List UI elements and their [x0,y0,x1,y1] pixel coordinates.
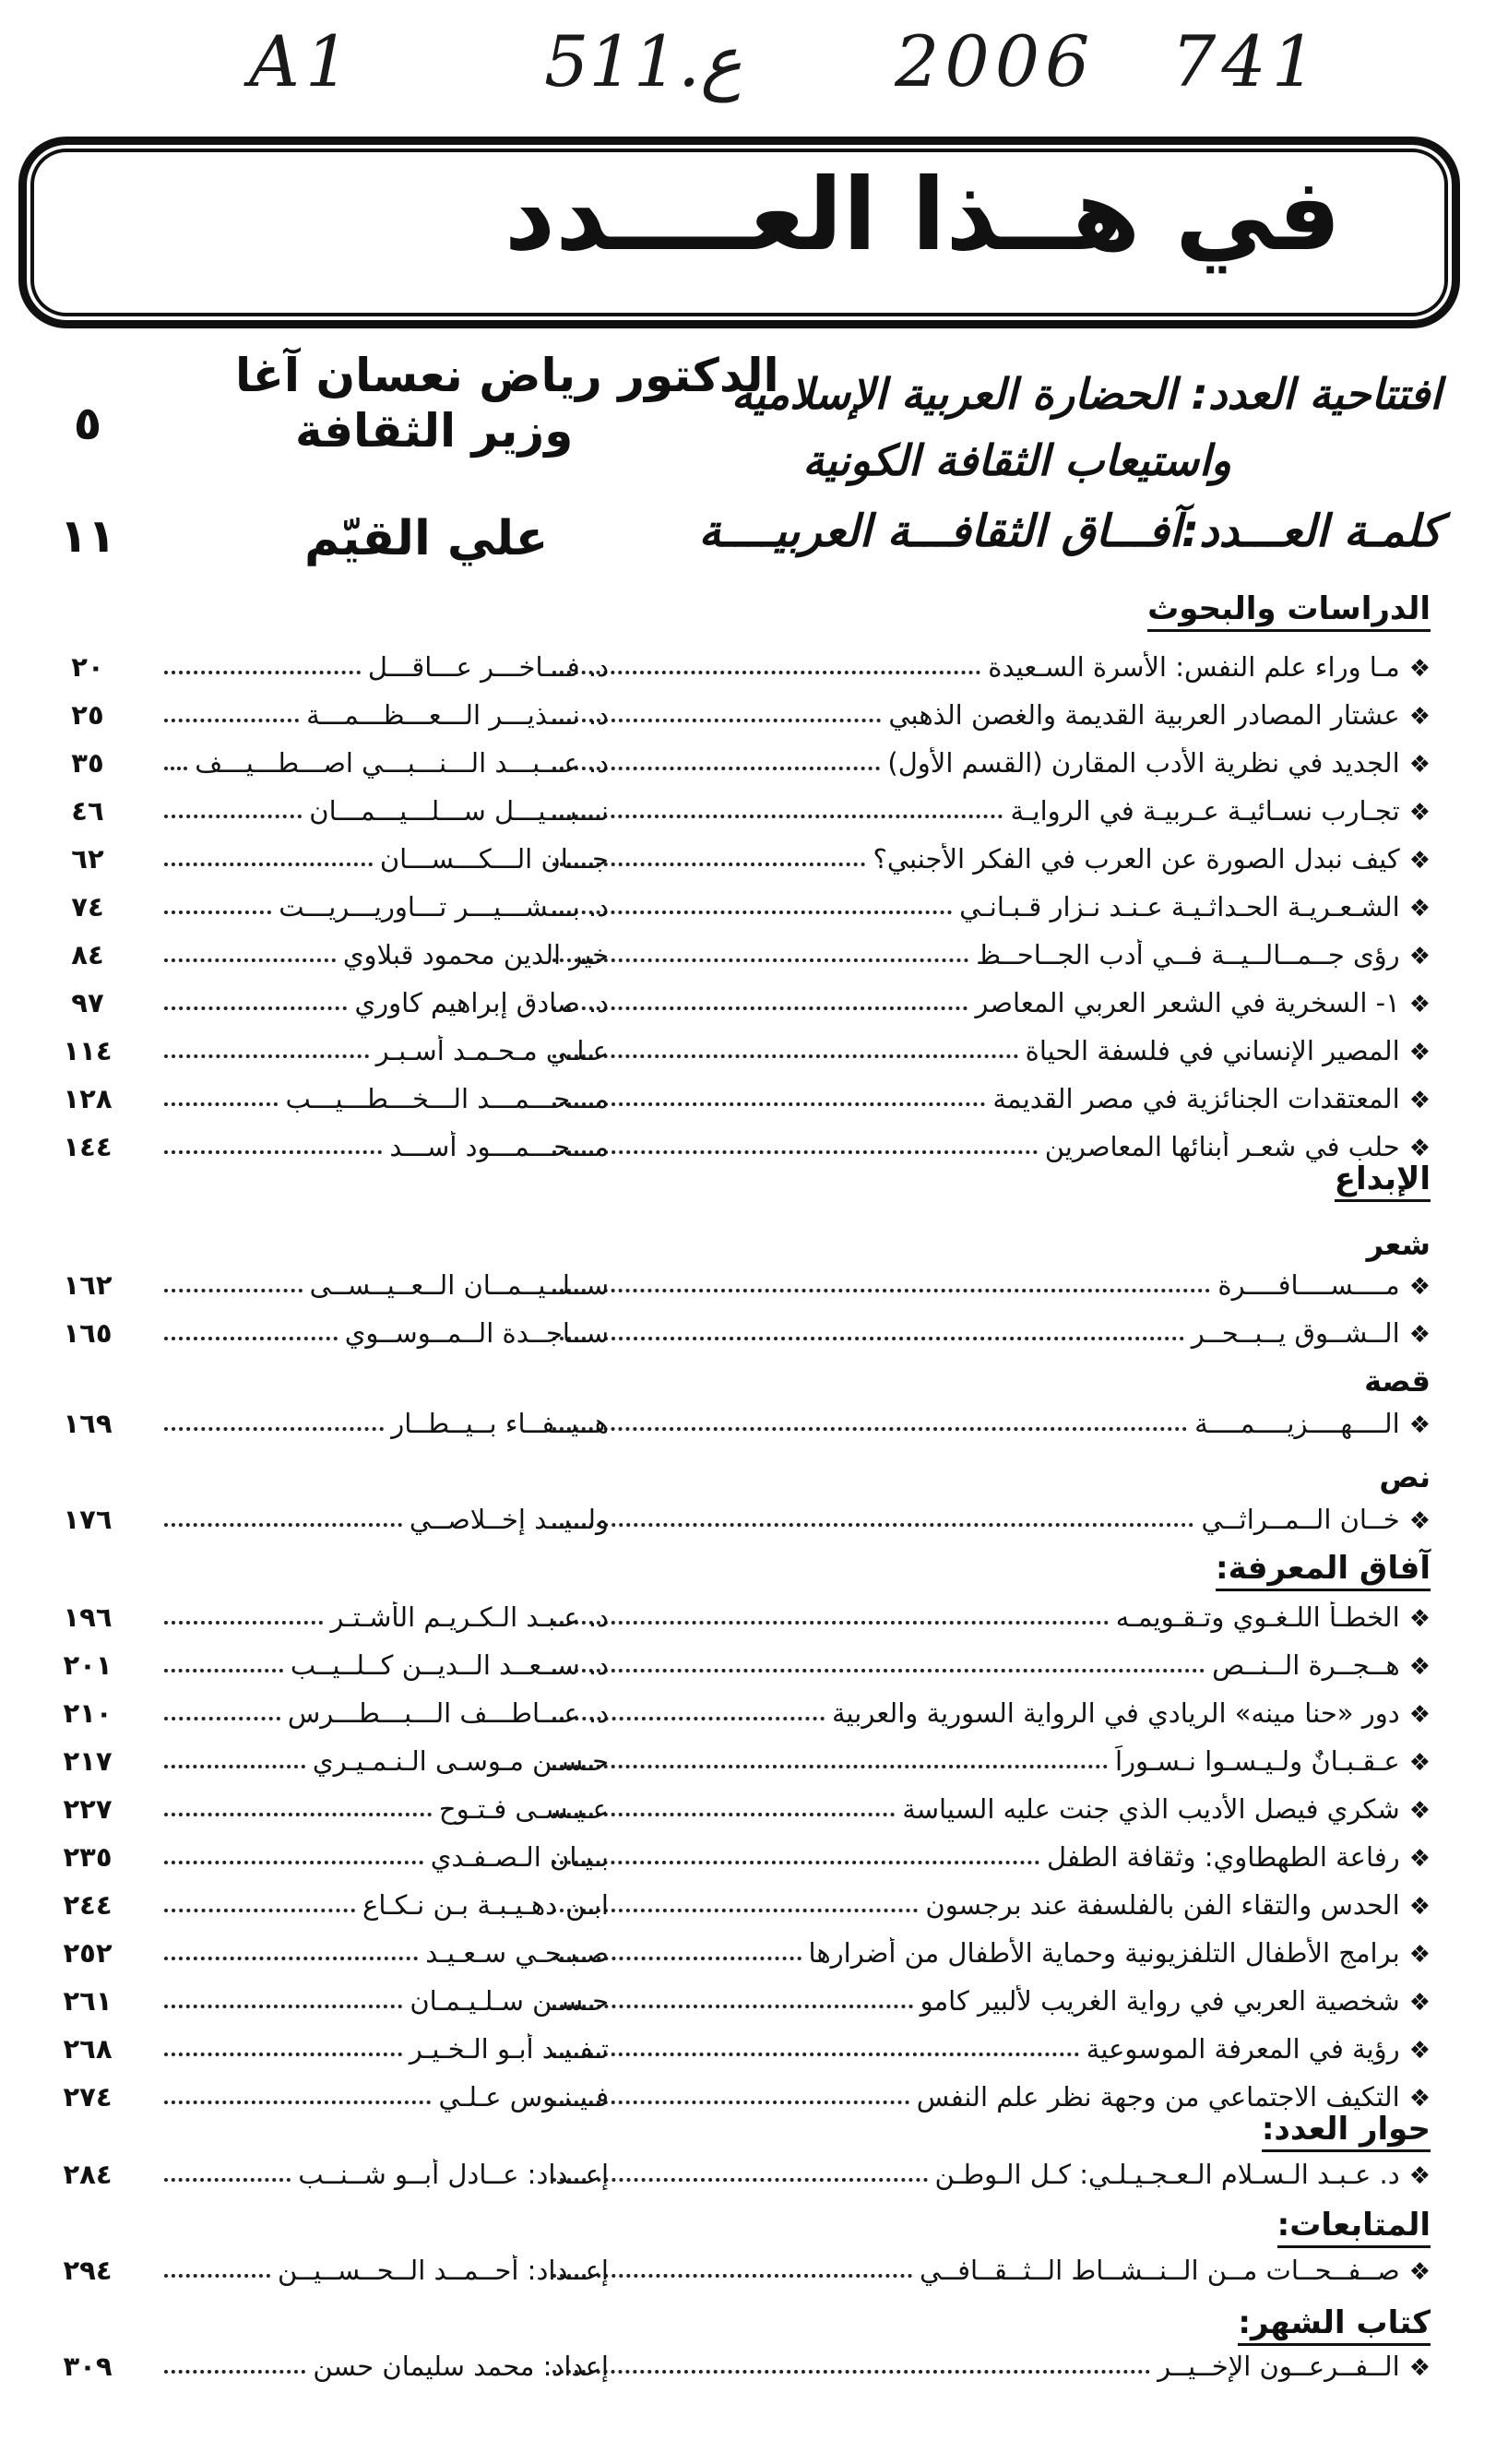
toc-entry-title-line [545,1269,1431,1301]
dotted-leader [552,2053,1079,2056]
toc-entry [0,1035,1508,1077]
toc-entry-author: بـيـان الـصـفـدي [430,1841,609,1873]
toc-entry [0,1649,1508,1692]
dotted-leader [164,671,361,674]
toc-entry-title: المعتقدات الجنائزية في مصر القديمة [992,1083,1400,1114]
toc-entry [0,891,1508,934]
toc-entry-author-line [157,1269,609,1301]
dotted-leader [552,671,980,674]
toc-entry-author: ولــيــد إخــلاصــي [409,1504,609,1535]
toc-entry-title: ١- السخرية في الشعر العربي المعاصر [975,987,1400,1018]
toc-entry-title-line [545,1697,1431,1729]
section-followups-heading: المتابعات: [1277,2207,1431,2248]
bullet-icon: ❖ [1408,1749,1431,1777]
toc-entry-author: نـــبـــيـــل ســـلـــيـــمـــان [309,795,609,827]
toc-entry [0,2159,1508,2201]
toc-entry [0,699,1508,742]
dotted-leader [164,911,271,914]
toc-entry-author: إعــداد: أحــمــد الــحــســيــن [278,2255,609,2286]
section-book-heading: كتاب الشهر: [1238,2304,1431,2346]
toc-entry [0,1408,1508,1450]
opening-label: افتتاحية العدد: الحضارة العربية الإسلامية [730,369,1442,419]
toc-entry-page-number: ٢١٠ [63,1697,113,1729]
toc-entry-title: هــجــرة الــنــص [1212,1649,1400,1681]
bullet-icon: ❖ [1408,2085,1431,2113]
toc-entry-author: حـسـن مـوسـى الـنـمـيـري [312,1745,609,1777]
toc-entry-author: ابـن دهـيـبـة بـن نـكـاع [362,1889,609,1921]
bullet-icon: ❖ [1408,703,1431,731]
toc-entry [0,1745,1508,1788]
dotted-leader [164,1289,303,1292]
toc-entry [0,1841,1508,1884]
toc-entry-page-number: ٢٠ [71,651,104,683]
toc-entry-page-number: ١٦٥ [63,1317,113,1349]
word-page-number: ١١ [59,509,116,563]
bullet-icon: ❖ [1408,799,1431,827]
toc-entry-page-number: ٢٦١ [63,1985,113,2017]
toc-entry-title: دور «حنا مينه» الريادي في الرواية السورية والعربية [832,1697,1400,1729]
dotted-leader [552,1006,968,1010]
toc-entry-author: ســلــيــمــان الــعــيــســى [309,1269,609,1301]
dotted-leader [164,2370,305,2374]
toc-entry-author-line [157,843,609,875]
toc-entry-title-line [545,699,1431,731]
toc-entry-title-line [545,1649,1431,1681]
dotted-leader [164,1427,384,1431]
toc-entry-title: الــــهــــزيــــمــــة [1194,1408,1400,1439]
toc-entry-page-number: ٤٦ [71,795,104,827]
toc-entry-title-line [545,2351,1431,2382]
toc-entry-title: مـا وراء علم النفس: الأسرة السـعيدة [988,651,1400,683]
dotted-leader [164,1006,347,1010]
bullet-icon: ❖ [1408,1039,1431,1066]
section-knowledge-heading: آفاق المعرفة: [1216,1550,1431,1591]
opening-page-number: ٥ [73,397,102,450]
bullet-icon: ❖ [1408,895,1431,923]
dotted-leader [164,1523,402,1527]
subsection-text-heading: نص [1379,1459,1431,1494]
toc-entry-author-line [157,987,609,1018]
toc-entry-author: حـسـن سـلـيـمـان [410,1985,609,2017]
toc-entry [0,1131,1508,1173]
toc-entry-author: د. بـــشـــيـــر تـــاوريـــريـــت [279,891,609,923]
dotted-leader [164,863,373,866]
toc-entry-title-line [545,987,1431,1018]
dotted-leader [164,2178,291,2182]
bullet-icon: ❖ [1408,847,1431,875]
toc-entry-title: التكيف الاجتماعي من وجهة نظر علم النفس [916,2081,1400,2113]
handwritten-note [0,20,1508,122]
toc-entry-title-line [545,2159,1431,2190]
toc-entry-page-number: ٢٢٧ [63,1793,113,1825]
toc-entry-author: خير الدين محمود قبلاوي [342,939,609,970]
bullet-icon: ❖ [1408,1321,1431,1349]
dotted-leader [164,1957,418,1960]
bullet-icon: ❖ [1408,2354,1431,2382]
toc-entry-title-line [545,939,1431,970]
toc-entry-page-number: ٢٥٢ [63,1937,113,1969]
toc-entry-author: هــيــفــاء بــيــطــار [391,1408,609,1439]
toc-entry-page-number: ٢٧٤ [63,2081,113,2113]
toc-entry-title-line [545,1937,1431,1969]
toc-entry-page-number: ٢٣٥ [63,1841,113,1873]
toc-entry-author-line [157,747,609,779]
toc-entry [0,1601,1508,1644]
toc-entry-page-number: ١٩٦ [63,1601,113,1633]
toc-entry-page-number: ٣٥ [71,747,104,779]
toc-entry-page-number: ١٧٦ [63,1504,113,1535]
dotted-leader [552,1289,1210,1292]
dotted-leader [164,2005,402,2008]
dotted-leader [552,1054,1018,1058]
page-title: في هــذا العــــدد [504,158,1341,273]
toc-entry-title-line [545,2255,1431,2286]
dotted-leader [552,958,968,962]
toc-entry-author: فـيـنـوس عـلـي [438,2081,609,2113]
toc-entry-title: رؤى جــمــالــيــة فــي أدب الجــاحــظ [976,939,1400,970]
toc-entry [0,843,1508,886]
toc-entry [0,987,1508,1030]
toc-entry-author: د. صادق إبراهيم كاوري [354,987,609,1018]
toc-entry [0,747,1508,790]
toc-entry-page-number: ٢٦٨ [63,2033,113,2065]
toc-entry [0,1937,1508,1980]
toc-entry-author-line [157,1937,609,1969]
word-author: علي القيّم [304,511,549,566]
toc-entry [0,1793,1508,1836]
toc-entry-page-number: ٦٢ [71,843,104,875]
toc-entry-title: رفاعة الطهطاوي: وثقافة الطفل [1047,1841,1400,1873]
toc-entry-author: د. ســعــد الــديــن كــلــيــب [290,1649,609,1681]
dotted-leader [552,2370,1150,2374]
toc-entry-page-number: ٢٨٤ [63,2159,113,2190]
section-studies-heading: الدراسات والبحوث [1147,590,1431,632]
toc-entry [0,1083,1508,1125]
toc-entry-author-line [157,1985,609,2017]
handwritten-year: 2006 [895,20,1096,102]
bullet-icon: ❖ [1408,1845,1431,1873]
opening-author: الدكتور رياض نعسان آغا [235,349,779,402]
dotted-leader [164,1102,278,1106]
toc-entry-author-line [157,1601,609,1633]
toc-entry-title: الــشــوق يــبــحــر [1191,1317,1400,1349]
toc-entry-page-number: ٨٤ [71,939,104,970]
opening-author-title: وزير الثقافة [295,404,574,458]
toc-entry-title-line [545,1131,1431,1162]
bullet-icon: ❖ [1408,1797,1431,1825]
toc-entry [0,1317,1508,1360]
toc-entry-author: إعداد: محمد سليمان حسن [313,2351,609,2382]
toc-entry-title: شخصية العربي في رواية الغريب لألبير كامو [920,1985,1400,2017]
toc-entry-page-number: ٢١٧ [63,1745,113,1777]
toc-entry-author-line [157,651,609,683]
toc-entry-page-number: ٢٩٤ [63,2255,113,2286]
toc-entry-title-line [545,651,1431,683]
section-dialogue-heading: حوار العدد: [1262,2111,1431,2152]
toc-entry-author-line [157,2351,609,2382]
bullet-icon: ❖ [1408,1411,1431,1439]
dotted-leader [164,958,336,962]
toc-entry-author-line [157,1131,609,1162]
toc-entry-author-line [157,1408,609,1439]
toc-entry-title-line [545,1745,1431,1777]
toc-entry-title: المصير الإنساني في فلسفة الحياة [1025,1035,1400,1066]
toc-entry-title: كيف نبدل الصورة عن العرب في الفكر الأجنبي؟ [873,843,1400,875]
dotted-leader [164,1813,432,1816]
bullet-icon: ❖ [1408,751,1431,779]
bullet-icon: ❖ [1408,1941,1431,1969]
toc-entry-title: الجديد في نظرية الأدب المقارن (القسم الأول) [887,747,1400,779]
dotted-leader [552,1765,1108,1768]
dotted-leader [552,1337,1184,1340]
bullet-icon: ❖ [1408,1087,1431,1114]
toc-entry-author: ســاجــدة الــمــوســوي [344,1317,609,1349]
dotted-leader [552,1427,1187,1431]
toc-entry-title-line [545,2081,1431,2113]
dotted-leader [164,2274,270,2278]
dotted-leader [552,1150,1038,1154]
toc-entry-page-number: ٢٠١ [63,1649,113,1681]
toc-entry-title-line [545,1408,1431,1439]
toc-entry-page-number: ٢٤٤ [63,1889,113,1921]
toc-entry-title-line [545,1841,1431,1873]
toc-entry-title: عشتار المصادر العربية القديمة والغصن الذهبي [888,699,1400,731]
subsection-poetry-heading: شعر [1366,1227,1431,1262]
toc-entry-author: د. عـبـد الـكـريـم الأشـتـر [330,1601,609,1633]
toc-entry-title: برامج الأطفال التلفزيونية وحماية الأطفال من أضرارها [808,1937,1400,1969]
dotted-leader [164,1150,382,1154]
toc-entry-author: مـــحـــمـــد الـــخـــطـــيـــب [285,1083,609,1114]
toc-entry-page-number: ٢٥ [71,699,104,731]
handwritten-code-a: A1 [249,20,356,102]
dotted-leader [164,1054,369,1058]
toc-entry-author-line [157,1697,609,1729]
dotted-leader [164,1909,355,1912]
toc-entry-title-line [545,1504,1431,1535]
toc-entry-title: الــفــرعــون الإخــيــر [1158,2351,1400,2382]
toc-entry-page-number: ١٤٤ [63,1131,113,1162]
dotted-leader [164,1621,323,1625]
toc-entry-author: جـــان الـــكـــســـان [379,843,609,875]
toc-entry-title-line [545,1889,1431,1921]
toc-entry-title: الحدس والتقاء الفن بالفلسفة عند برجسون [925,1889,1400,1921]
bullet-icon: ❖ [1408,2037,1431,2065]
toc-entry-author-line [157,2255,609,2286]
toc-entry-title: الشـعـريـة الحـداثـيـة عـنـد نـزار قـبـانـي [959,891,1400,923]
toc-entry [0,1697,1508,1740]
toc-entry-author-line [157,1504,609,1535]
toc-entry [0,2033,1508,2076]
bullet-icon: ❖ [1408,1605,1431,1633]
toc-entry-page-number: ١٢٨ [63,1083,113,1114]
toc-entry-title-line [545,843,1431,875]
dotted-leader [164,1861,423,1864]
toc-entry-title: تجـارب نسـائيـة عـربيـة في الروايـة [1010,795,1400,827]
toc-entry-page-number: ١١٤ [63,1035,113,1066]
toc-entry [0,939,1508,982]
toc-entry-title-line [545,795,1431,827]
dotted-leader [164,815,302,818]
toc-entry-author: إعــداد: عــادل أبــو شــنــب [298,2159,609,2190]
dotted-leader [164,1337,338,1340]
bullet-icon: ❖ [1408,943,1431,970]
word-label: كلمـة العـــدد:آفـــاق الثقافـــة العربيــــة [698,506,1442,557]
dotted-leader [552,1621,1109,1625]
toc-entry-author-line [157,1317,609,1349]
toc-entry-title: حلب في شعـر أبنائها المعاصرين [1044,1131,1400,1162]
bullet-icon: ❖ [1408,1507,1431,1535]
toc-entry-title-line [545,1083,1431,1114]
toc-entry [0,2351,1508,2393]
toc-entry [0,651,1508,694]
toc-entry-author-line [157,1649,609,1681]
dotted-leader [164,719,299,722]
toc-entry-author-line [157,1793,609,1825]
toc-entry-page-number: ٣٠٩ [63,2351,113,2382]
toc-entry-author: د. عـــبـــد الـــنـــبـــي اصـــطـــيـــف [195,747,609,779]
toc-entry-title-line [545,2033,1431,2065]
bullet-icon: ❖ [1408,1893,1431,1921]
dotted-leader [552,1523,1193,1527]
section-creativity-heading: الإبداع [1335,1161,1431,1202]
toc-entry-author: د. عـــاطـــف الـــبـــطـــرس [287,1697,609,1729]
dotted-leader [552,815,1003,818]
toc-entry-title-line [545,891,1431,923]
toc-entry-author-line [157,2081,609,2113]
toc-entry-author-line [157,2159,609,2190]
dotted-leader [552,1861,1039,1864]
dotted-leader [164,2053,402,2056]
toc-entry-author-line [157,699,609,731]
dotted-leader [552,911,952,914]
toc-entry-author-line [157,795,609,827]
toc-entry-author-line [157,2033,609,2065]
toc-entry-author: عـلـي مـحـمـد أسـبـر [375,1035,609,1066]
bullet-icon: ❖ [1408,1273,1431,1301]
subsection-story-heading: قصة [1364,1363,1431,1399]
toc-entry-title: عـقـبـانٌ ولـيـسـوا نـسـوراً [1114,1745,1400,1777]
toc-entry-page-number: ٩٧ [71,987,104,1018]
toc-entry-title: شكري فيصل الأديب الذي جنت عليه السياسة [902,1793,1400,1825]
toc-entry-title: خــان الــمــراثــي [1201,1504,1400,1535]
dotted-leader [164,1765,305,1768]
dotted-leader [164,1669,283,1672]
bullet-icon: ❖ [1408,1989,1431,2017]
toc-entry-title: مــــســــافــــرة [1217,1269,1400,1301]
toc-entry-title: الخطـأ اللـغـوي وتـقـويمـه [1115,1601,1400,1633]
toc-entry-author: صـبـحـي سـعـيـد [425,1937,609,1969]
dotted-leader [164,2101,431,2104]
toc-entry-author: د. فـــاخـــر عـــاقـــل [367,651,609,683]
toc-entry-title-line [545,747,1431,779]
toc-entry [0,1504,1508,1546]
toc-entry-author-line [157,1889,609,1921]
toc-entry-title-line [545,1317,1431,1349]
dotted-leader [552,1669,1205,1672]
toc-entry-title-line [545,1985,1431,2017]
toc-entry [0,2255,1508,2297]
toc-entry-page-number: ١٦٢ [63,1269,113,1301]
dotted-leader [164,767,187,770]
bullet-icon: ❖ [1408,1653,1431,1681]
opening-label-line2: واستيعاب الثقافة الكونية [802,435,1231,485]
toc-entry-title-line [545,1793,1431,1825]
toc-entry-author-line [157,1083,609,1114]
bullet-icon: ❖ [1408,991,1431,1018]
dotted-leader [552,1102,985,1106]
toc-entry-page-number: ١٦٩ [63,1408,113,1439]
toc-entry-title-line [545,1601,1431,1633]
toc-entry-author-line [157,891,609,923]
toc-entry-page-number: ٧٤ [71,891,104,923]
toc-entry-title-line [545,1035,1431,1066]
handwritten-number: 741 [1171,20,1323,102]
toc-entry [0,795,1508,838]
title-frame [18,137,1460,328]
bullet-icon: ❖ [1408,2258,1431,2286]
toc-entry-author-line [157,1745,609,1777]
bullet-icon: ❖ [1408,1701,1431,1729]
toc-entry-author-line [157,1841,609,1873]
toc-entry-author: مـــحـــمـــود أســـد [389,1131,609,1162]
toc-entry-author: د. نـــذيـــر الـــعـــظـــمـــة [306,699,609,731]
toc-entry [0,1269,1508,1312]
toc-entry [0,1985,1508,2028]
handwritten-code-b: 511.ع [544,20,742,102]
toc-entry-title: رؤية في المعرفة الموسوعية [1086,2033,1400,2065]
bullet-icon: ❖ [1408,2162,1431,2190]
dotted-leader [164,1717,280,1720]
toc-entry-author: تـفـيـد أبـو الـخـيـر [409,2033,609,2065]
toc-entry [0,1889,1508,1932]
bullet-icon: ❖ [1408,655,1431,683]
toc-entry-title: د. عـبـد الـسـلام الـعـجـيـلـي: كـل الـوطـن [934,2159,1400,2190]
toc-entry-author-line [157,939,609,970]
bullet-icon: ❖ [1408,1135,1431,1162]
toc-entry-author-line [157,1035,609,1066]
toc-entry-author: عـيـسـى فـتـوح [438,1793,609,1825]
toc-entry-title: صــفــحــات مــن الــنــشــاط الــثــقــافــي [920,2255,1400,2286]
